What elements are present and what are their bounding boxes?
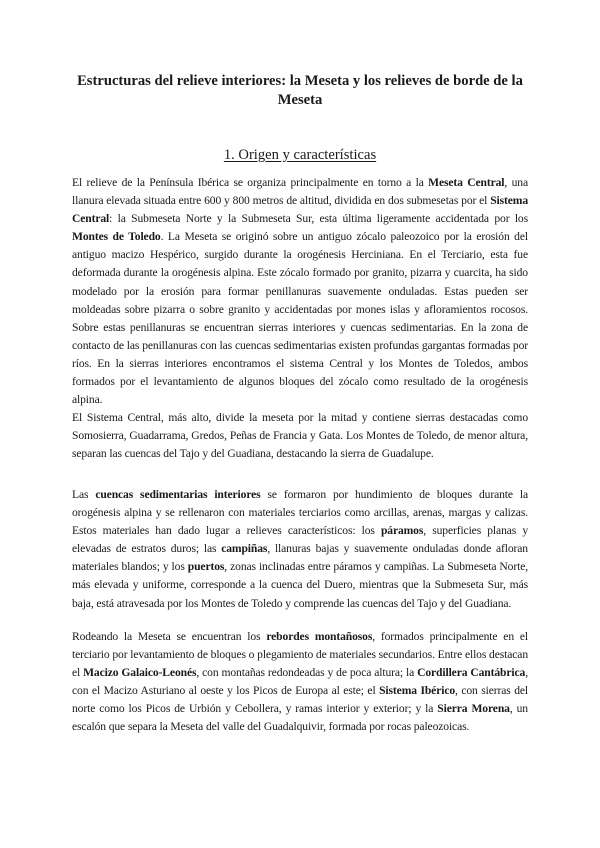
bold-term: cuencas sedimentarias interiores <box>95 488 261 501</box>
section-heading-text: 1. Origen y características <box>223 147 377 163</box>
text-run: . La Meseta se originó sobre un antiguo zócalo paleozoico por la erosión del antiguo macizo Hespérico, surgido durante la orogénesis Herciniana. En el Terciario, esta fue deformada durante la orogénesis alpina. Este zócalo formado por granito, pizarra y cuarcita, ha sido modelado por la erosión para formar penillanuras suavemente onduladas. Estas pueden ser moldeadas sobre pizarra o sobre granito y accidentadas por mones islas y afloramientos rocosos. Sobre estas penillanuras se encuentran sierras interiores y cuencas sedimentarias. En la zona de contacto de las penillanuras con las cuencas sedimentarias existen profundas gargantas formadas por ríos. En la sierras interiores encontramos el sistema Central y los Montes de Toledos, ambos formados por el levantamiento de algunos bloques del zócalo como resultado de la orogénesis alpina. <box>72 230 528 407</box>
text-run: , llanuras bajas y suavemente onduladas donde afloran materiales blandos; y los <box>72 542 528 574</box>
text-run: , formados principalmente en el terciario por levantamiento de bloques o plegamiento de materiales secundarios. Entre ellos destacan el <box>72 630 528 680</box>
text-run: , un escalón que separa la Meseta del valle del Guadalquivir, formada por rocas paleozoicas. <box>72 702 528 734</box>
bold-term: Meseta Central <box>428 176 505 189</box>
text-run: , con sierras del norte como los Picos de Urbión y Cebollera, y ramas interior y exterior; y la <box>72 684 529 716</box>
text-run: Las <box>72 488 96 501</box>
text-run: : la Submeseta Norte y la Submeseta Sur, esta última ligeramente accidentada por los <box>109 212 528 226</box>
text-run: se formaron por hundimiento de bloques durante la orogénesis alpina y se rellenaron con materiales terciarios como arcillas, arenas, margas y calizas. Estos materiales han dado lugar a relieves característicos: los <box>72 488 528 538</box>
text-run: , una llanura elevada situada entre 600 y 800 metros de altitud, dividida en dos submesetas por el <box>72 176 529 208</box>
paragraph-4 <box>72 628 528 737</box>
bold-term: campiñas <box>221 542 268 556</box>
bold-term: rebordes montañosos <box>266 630 373 643</box>
section-heading <box>72 146 528 164</box>
bold-term: Sistema Central <box>72 194 528 226</box>
text-run: , zonas inclinadas entre páramos y campiñas. La Submeseta Norte, más elevada y uniforme, corresponde a la cuenca del Duero, mientras que la Submeseta Sur, más baja, está atravesada por los Montes de Toledo y comprende las cuencas del Tajo y del Guadiana. <box>72 560 528 610</box>
text-run: , superficies planas y elevadas de estratos duros; las <box>72 524 528 556</box>
paragraph-1 <box>72 174 528 409</box>
paragraph-2 <box>72 409 528 463</box>
bold-term: Sistema Ibérico <box>379 684 456 698</box>
paragraph-3 <box>72 486 528 613</box>
text-run: El relieve de la Península Ibérica se organiza principalmente en torno a la <box>72 176 429 189</box>
bold-term: puertos <box>187 560 225 574</box>
bold-term: Macizo Galaico-Leonés <box>83 666 197 680</box>
bold-term: Cordillera Cantábrica <box>417 666 526 680</box>
document-title: Estructuras del relieve interiores: la Meseta y los relieves de borde de la Meseta <box>77 73 523 108</box>
text-run: Rodeando la Meseta se encuentran los <box>72 630 267 643</box>
bold-term: páramos <box>380 524 424 538</box>
text-run: , con el Macizo Asturiano al oeste y los Picos de Europa al este; el <box>72 666 528 698</box>
bold-term: Montes de Toledo <box>72 230 161 244</box>
text-run: El Sistema Central, más alto, divide la meseta por la mitad y contiene sierras destacadas como Somosierra, Guadarrama, Gredos, Peñas de Francia y Gata. Los Montes de Toledo, de menor altura, separan las cuencas del Tajo y del Guadiana, destacando la sierra de Guadalupe. <box>72 411 528 461</box>
bold-term: Sierra Morena <box>437 702 510 716</box>
text-run: , con montañas redondeadas y de poca altura; la <box>196 666 418 680</box>
